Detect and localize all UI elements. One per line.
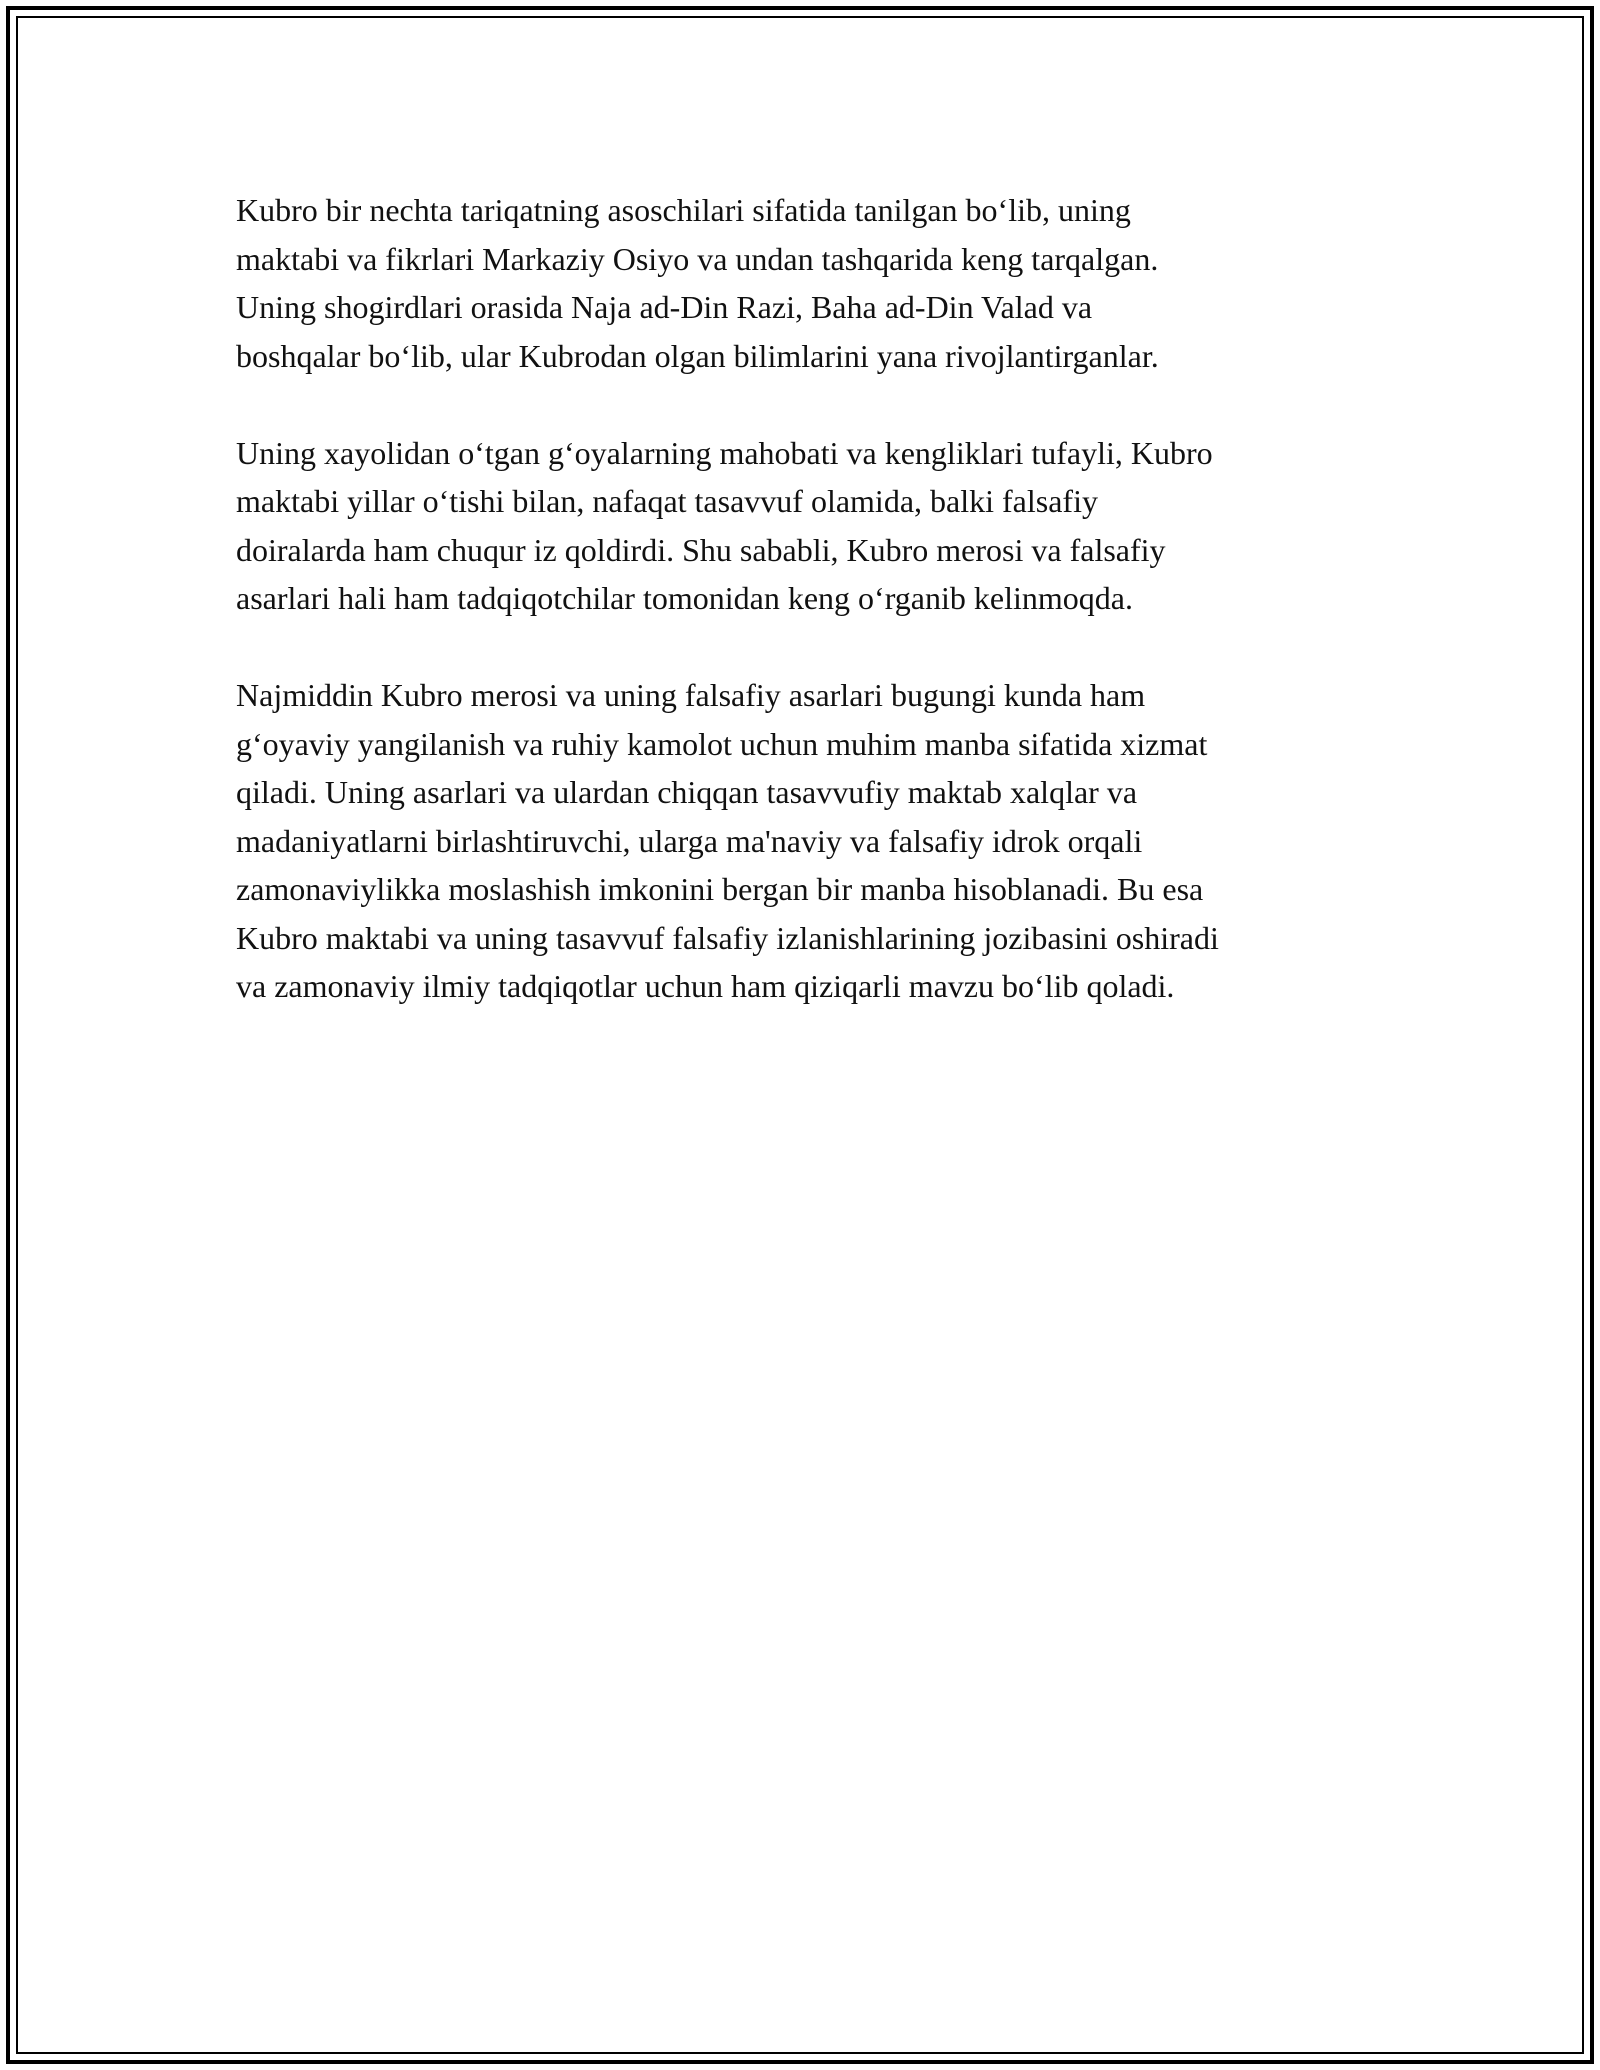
text-line: maktabi yillar o‘tishi bilan, nafaqat tasavvuf olamida, balki falsafiy [236, 483, 1098, 519]
text-line: Uning xayolidan o‘tgan g‘oyalarning mahobati va kengliklari tufayli, Kubro [236, 434, 1213, 471]
text-line: boshqalar bo‘lib, ular Kubrodan olgan bilimlarini yana rivojlantirganlar. [236, 337, 1159, 374]
text-line: Najmiddin Kubro merosi va uning falsafiy asarlari bugungi kunda ham [236, 677, 1146, 713]
text-line: madaniyatlarni birlashtiruvchi, ularga ma'naviy va falsafiy idrok orqali [236, 822, 1143, 859]
text-line: g‘oyaviy yangilanish va ruhiy kamolot uchun muhim manba sifatida xizmat [236, 725, 1208, 762]
paragraph-2 [236, 429, 1376, 623]
text-line: asarlari hali ham tadqiqotchilar tomonidan keng o‘rganib kelinmoqda. [236, 580, 1133, 616]
text-line: va zamonaviy ilmiy tadqiqotlar uchun ham qiziqarli mavzu bo‘lib qoladi. [236, 968, 1175, 1004]
text-line: Kubro bir nechta tariqatning asoschilari sifatida tanilgan bo‘lib, uning [236, 192, 1131, 228]
text-line: qiladi. Uning asarlari va ulardan chiqqan tasavvufiy maktab xalqlar va [236, 774, 1138, 810]
text-line: doiralarda ham chuqur iz qoldirdi. Shu sababli, Kubro merosi va falsafiy [236, 531, 1166, 568]
text-line: zamonaviylikka moslashish imkonini bergan bir manba hisoblanadi. Bu esa [236, 871, 1204, 907]
document-body [236, 186, 1376, 1059]
paragraph-3 [236, 671, 1376, 1011]
text-line: maktabi va fikrlari Markaziy Osiyo va undan tashqarida keng tarqalgan. [236, 240, 1159, 277]
text-line: Kubro maktabi va uning tasavvuf falsafiy izlanishlarining jozibasini oshiradi [236, 919, 1219, 956]
text-line: Uning shogirdlari orasida Naja ad-Din Razi, Baha ad-Din Valad va [236, 289, 1093, 325]
paragraph-1 [236, 186, 1376, 380]
